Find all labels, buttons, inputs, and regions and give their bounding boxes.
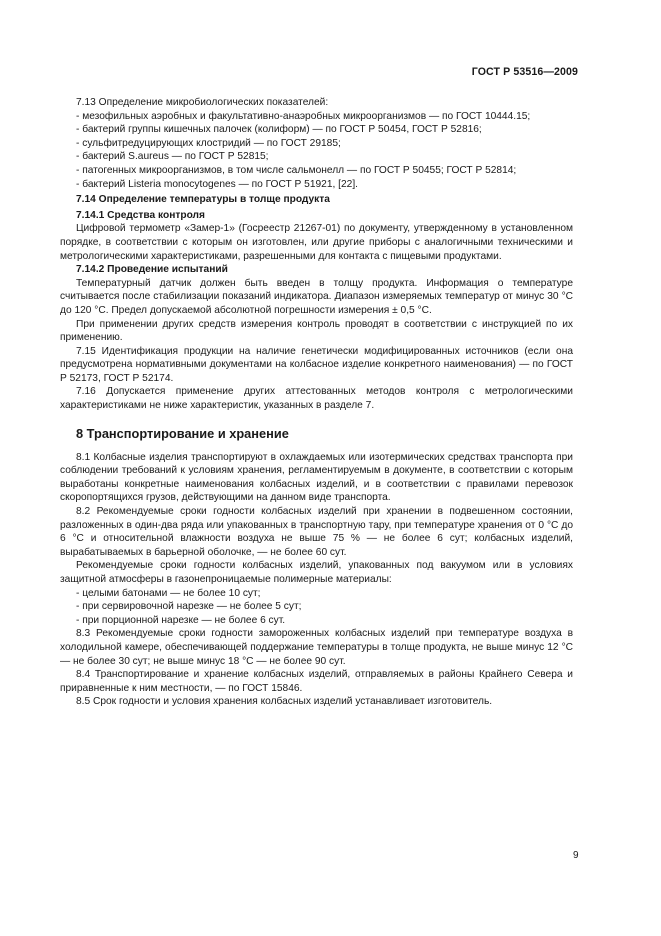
list-item: - патогенных микроорганизмов, в том числе сальмонелл — по ГОСТ Р 50455; ГОСТ Р 52814; — [76, 164, 517, 176]
document-number-header: ГОСТ Р 53516—2009 — [471, 66, 578, 78]
subsection-7-14-2-title: 7.14.2 Проведение испытаний — [76, 264, 228, 276]
list-item: - бактерий группы кишечных палочек (колиформ) — по ГОСТ Р 50454, ГОСТ Р 52816; — [76, 124, 482, 136]
page-content — [60, 96, 573, 709]
section-8-1: 8.1 Колбасные изделия транспортируют в охлаждаемых или изотермических средствах транспорта при соблюдении требований к условиям хранения, регламентируемым в документе, в соответствии с которым выработаны конкретные наименования колбасных изделий, и в соответствии с правилами перевозок скоропортящихся грузов, действующими на данном виде транспорта. — [60, 451, 573, 504]
subsection-7-14-1-title: 7.14.1 Средства контроля — [76, 209, 205, 221]
section-8-5: 8.5 Срок годности и условия хранения колбасных изделий устанавливает изготовитель. — [76, 696, 493, 708]
list-item: - при сервировочной нарезке — не более 5 сут; — [76, 601, 302, 613]
paragraph: При применении других средств измерения контроль проводят в соответствии с инструкцией по их применению. — [60, 318, 573, 344]
list-item: - сульфитредуцирующих клостридий — по ГОСТ 29185; — [76, 137, 341, 149]
section-8-2: 8.2 Рекомендуемые сроки годности колбасных изделий при хранении в подвешенном состоянии, разложенных в один-два ряда или упакованных в транспортную тару, при температуре хранения от 0 °С до 6 °С и относительной влажности воздуха не выше 75 % — не более 6 сут; колбасных изделий, вырабатываемых в барьерной оболочке, — не более 60 сут. — [60, 506, 573, 558]
paragraph: Цифровой термометр «Замер-1» (Госреестр 21267-01) по документу, утвержденному в установленном порядке, в соответствии с которым он изготовлен, или другие приборы с аналогичными техническими и метрологическими характеристиками, разрешенными для контакта с пищевыми продуктами. — [60, 223, 573, 262]
section-8-4: 8.4 Транспортирование и хранение колбасных изделий, отправляемых в районы Крайнего Севера и приравненные к ним местности, — по ГОСТ 15846. — [60, 669, 573, 694]
list-item: - бактерий S.aureus — по ГОСТ Р 52815; — [76, 151, 269, 163]
list-item: - бактерий Listeria monocytogenes — по ГОСТ Р 51921, [22]. — [76, 178, 358, 190]
section-7-13-title: 7.13 Определение микробиологических показателей: — [76, 97, 329, 108]
paragraph: Температурный датчик должен быть введен в толщу продукта. Информация о температуре считывается после стабилизации показаний индикатора. Диапазон измеряемых температур от минус 30 °С до 120 °С. Предел допускаемой абсолютной погрешности измерения ± 0,5 °С. — [60, 277, 573, 316]
page-number: 9 — [573, 850, 579, 861]
list-item: - мезофильных аэробных и факультативно-анаэробных микроорганизмов — по ГОСТ 10444.15; — [76, 110, 531, 122]
list-item: - целыми батонами — не более 10 сут; — [76, 587, 261, 599]
section-7-14-title: 7.14 Определение температуры в толще продукта — [76, 194, 330, 206]
section-7-15: 7.15 Идентификация продукции на наличие генетически модифицированных источников (если она предусмотрена нормативными документами на колбасное изделие конкретного наименования) — по ГОСТ Р 52173, ГОСТ Р 52174. — [60, 345, 573, 384]
section-8-3: 8.3 Рекомендуемые сроки годности замороженных колбасных изделий при температуре воздуха в холодильной камере, обеспечивающей поддержание температуры в толще продукта, не выше минус 12 °С — не более 30 сут; не выше минус 18 °С — не более 90 сут. — [60, 628, 573, 667]
paragraph: Рекомендуемые сроки годности колбасных изделий, упакованных под вакуумом или в условиях защитной атмосферы в газонепроницаемые полимерные материалы: — [60, 560, 573, 585]
section-8-heading: 8 Транспортирование и хранение — [76, 425, 289, 441]
section-7-16: 7.16 Допускается применение других аттестованных методов контроля с метрологическими характеристиками не ниже характеристик, указанных в разделе 7. — [60, 386, 573, 412]
list-item: - при порционной нарезке — не более 6 сут. — [76, 614, 286, 626]
